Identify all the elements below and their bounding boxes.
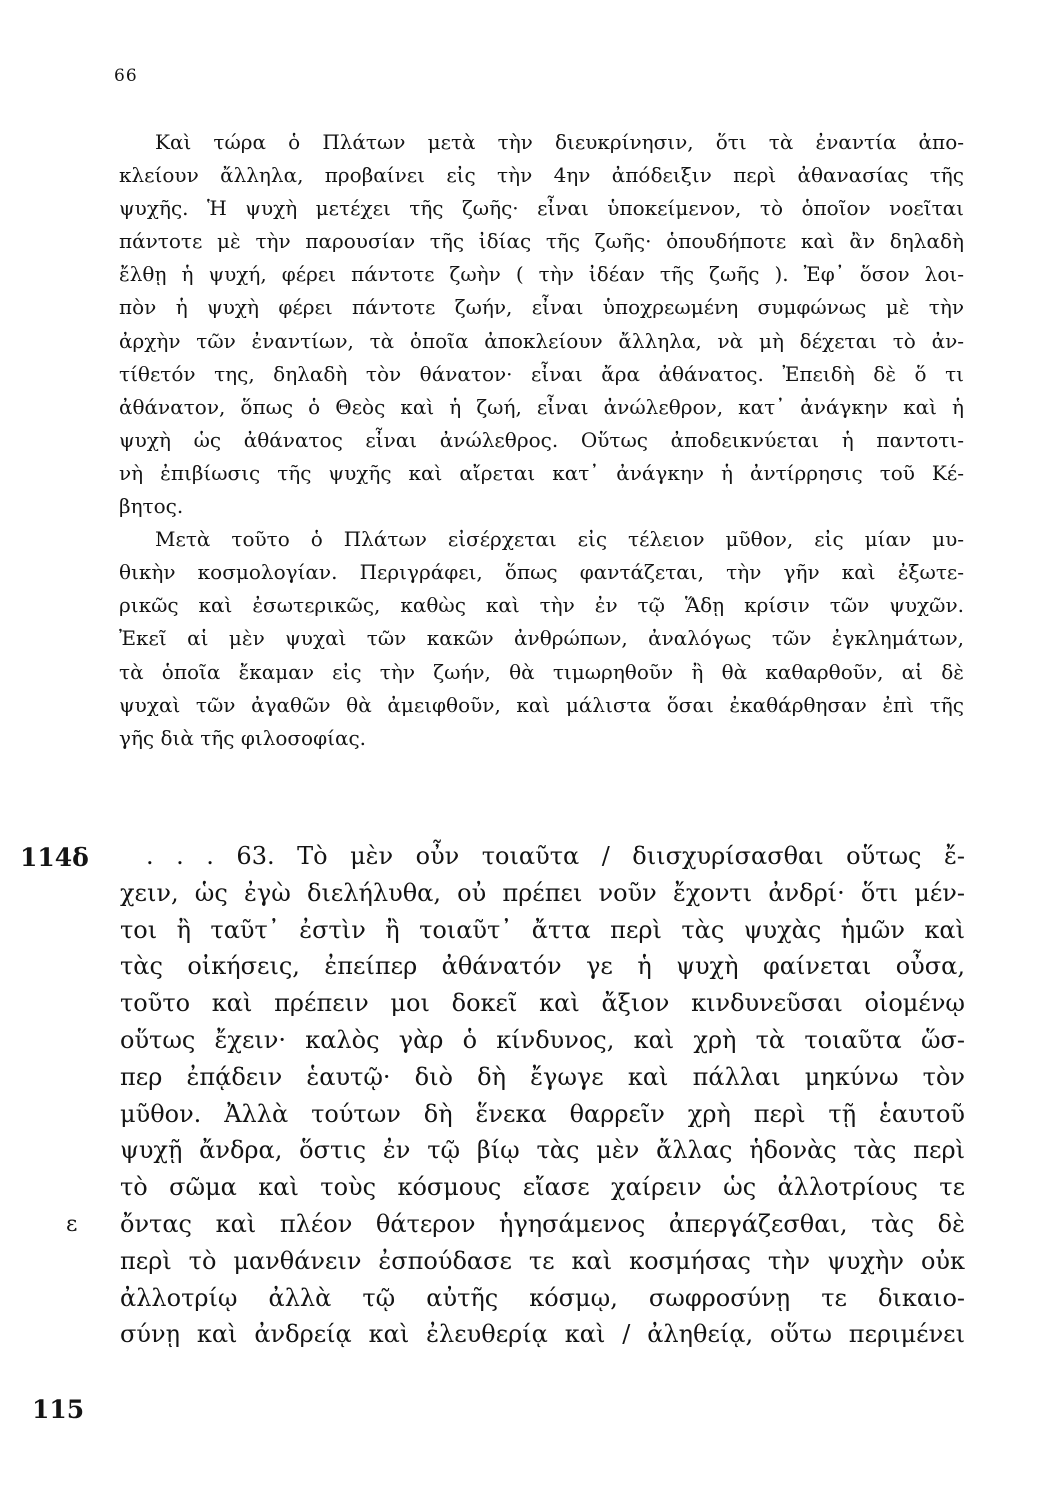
quotation-line: τοῦτο καὶ πρέπειν μοι δοκεῖ καὶ ἄξιον κινδυνεῦσαι οἰομένῳ — [120, 989, 965, 1018]
commentary-block — [119, 126, 964, 755]
margin-reference-114d: 114δ — [20, 843, 89, 872]
quotation-line: περὶ τὸ μανθάνειν ἐσπούδασε τε καὶ κοσμήσας τὴν ψυχὴν οὐκ — [120, 1246, 965, 1275]
commentary-line: πάντοτε μὲ τὴν παρουσίαν τῆς ἰδίας τῆς ζωῆς· ὁπουδήποτε καὶ ἂν δηλαδὴ — [119, 229, 964, 254]
quotation-line: τοι ἢ ταῦτ᾽ ἐστὶν ἢ τοιαῦτ᾽ ἄττα περὶ τὰς ψυχὰς ἡμῶν καὶ — [120, 915, 965, 944]
quotation-line: σύνῃ καὶ ἀνδρείᾳ καὶ ἐλευθερίᾳ καὶ / ἀληθείᾳ, οὕτω περιμένει — [120, 1320, 965, 1349]
quotation-line: ὄντας καὶ πλέον θάτερον ἡγησάμενος ἀπεργάζεσθαι, τὰς δὲ — [120, 1209, 965, 1238]
commentary-line: ἀθάνατον, ὅπως ὁ Θεὸς καὶ ἡ ζωή, εἶναι ἀνώλεθρον, κατ᾽ ἀνάγκην καὶ ἡ — [119, 394, 964, 419]
margin-reference-115: 115 — [32, 1395, 85, 1424]
commentary-line: τὰ ὁποῖα ἔκαμαν εἰς τὴν ζωήν, θὰ τιμωρηθοῦν ἢ θὰ καθαρθοῦν, αἱ δὲ — [119, 659, 964, 684]
quotation-block — [120, 838, 965, 1353]
quotation-line: περ ἐπᾴδειν ἑαυτῷ· διὸ δὴ ἔγωγε καὶ πάλλαι μηκύνω τὸν — [120, 1062, 965, 1091]
margin-reference-e: ε — [66, 1212, 78, 1237]
commentary-line: Μετὰ τοῦτο ὁ Πλάτων εἰσέρχεται εἰς τέλειον μῦθον, εἰς μίαν μυ- — [155, 527, 964, 552]
commentary-line: βητος. — [119, 494, 184, 519]
quotation-line: ἀλλοτρίῳ ἀλλὰ τῷ αὐτῆς κόσμῳ, σωφροσύνῃ τε δικαιο- — [120, 1283, 965, 1312]
quotation-line: ψυχῇ ἄνδρα, ὅστις ἐν τῷ βίῳ τὰς μὲν ἄλλας ἡδονὰς τὰς περὶ — [120, 1136, 965, 1165]
quotation-line: τὰς οἰκήσεις, ἐπείπερ ἀθάνατόν γε ἡ ψυχὴ φαίνεται οὖσα, — [120, 952, 965, 981]
commentary-line: γῆς διὰ τῆς φιλοσοφίας. — [119, 725, 367, 750]
commentary-line: ρικῶς καὶ ἐσωτερικῶς, καθὼς καὶ τὴν ἐν τῷ Ἅδῃ κρίσιν τῶν ψυχῶν. — [119, 593, 964, 618]
commentary-line: νὴ ἐπιβίωσις τῆς ψυχῆς καὶ αἴρεται κατ᾽ ἀνάγκην ἡ ἀντίρρησις τοῦ Κέ- — [119, 460, 964, 485]
quotation-line: τὸ σῶμα καὶ τοὺς κόσμους εἴασε χαίρειν ὡς ἀλλοτρίους τε — [120, 1173, 965, 1202]
quotation-line: οὕτως ἔχειν· καλὸς γὰρ ὁ κίνδυνος, καὶ χρὴ τὰ τοιαῦτα ὥσ- — [120, 1025, 965, 1054]
commentary-line: Ἐκεῖ αἱ μὲν ψυχαὶ τῶν κακῶν ἀνθρώπων, ἀναλόγως τῶν ἐγκλημάτων, — [119, 626, 964, 651]
quotation-line: χειν, ὡς ἐγὼ διελήλυθα, οὐ πρέπει νοῦν ἔχοντι ἀνδρί· ὅτι μέν- — [120, 878, 965, 907]
page-number: 66 — [114, 66, 138, 86]
commentary-line: ἀρχὴν τῶν ἐναντίων, τὰ ὁποῖα ἀποκλείουν ἄλληλα, νὰ μὴ δέχεται τὸ ἀν- — [119, 328, 964, 353]
quotation-line: μῦθον. Ἀλλὰ τούτων δὴ ἕνεκα θαρρεῖν χρὴ περὶ τῇ ἑαυτοῦ — [120, 1099, 965, 1128]
commentary-line: ψυχὴ ὡς ἀθάνατος εἶναι ἀνώλεθρος. Οὕτως ἀποδεικνύεται ἡ παντοτι- — [119, 427, 964, 452]
commentary-line: τίθετόν της, δηλαδὴ τὸν θάνατον· εἶναι ἄρα ἀθάνατος. Ἐπειδὴ δὲ ὅ τι — [119, 361, 964, 386]
commentary-line: θικὴν κοσμολογίαν. Περιγράφει, ὅπως φαντάζεται, τὴν γῆν καὶ ἐξωτε- — [119, 560, 964, 585]
commentary-line: ψυχῆς. Ἡ ψυχὴ μετέχει τῆς ζωῆς· εἶναι ὑποκείμενον, τὸ ὁποῖον νοεῖται — [119, 196, 964, 221]
commentary-line: κλείουν ἄλληλα, προβαίνει εἰς τὴν 4ην ἀπόδειξιν περὶ ἀθανασίας τῆς — [119, 163, 964, 188]
quotation-line: . . . 63. Τὸ μὲν οὖν τοιαῦτα / διισχυρίσασθαι οὕτως ἔ- — [146, 842, 965, 870]
commentary-line: ψυχαὶ τῶν ἀγαθῶν θὰ ἀμειφθοῦν, καὶ μάλιστα ὅσαι ἐκαθάρθησαν ἐπὶ τῆς — [119, 692, 964, 717]
commentary-line: Καὶ τώρα ὁ Πλάτων μετὰ τὴν διευκρίνησιν, ὅτι τὰ ἐναντία ἀπο- — [155, 130, 964, 154]
commentary-line: ἔλθῃ ἡ ψυχή, φέρει πάντοτε ζωὴν ( τὴν ἰδέαν τῆς ζωῆς ). Ἐφ᾽ ὅσον λοι- — [119, 262, 964, 287]
commentary-line: πὸν ἡ ψυχὴ φέρει πάντοτε ζωήν, εἶναι ὑποχρεωμένη συμφώνως μὲ τὴν — [119, 295, 964, 320]
